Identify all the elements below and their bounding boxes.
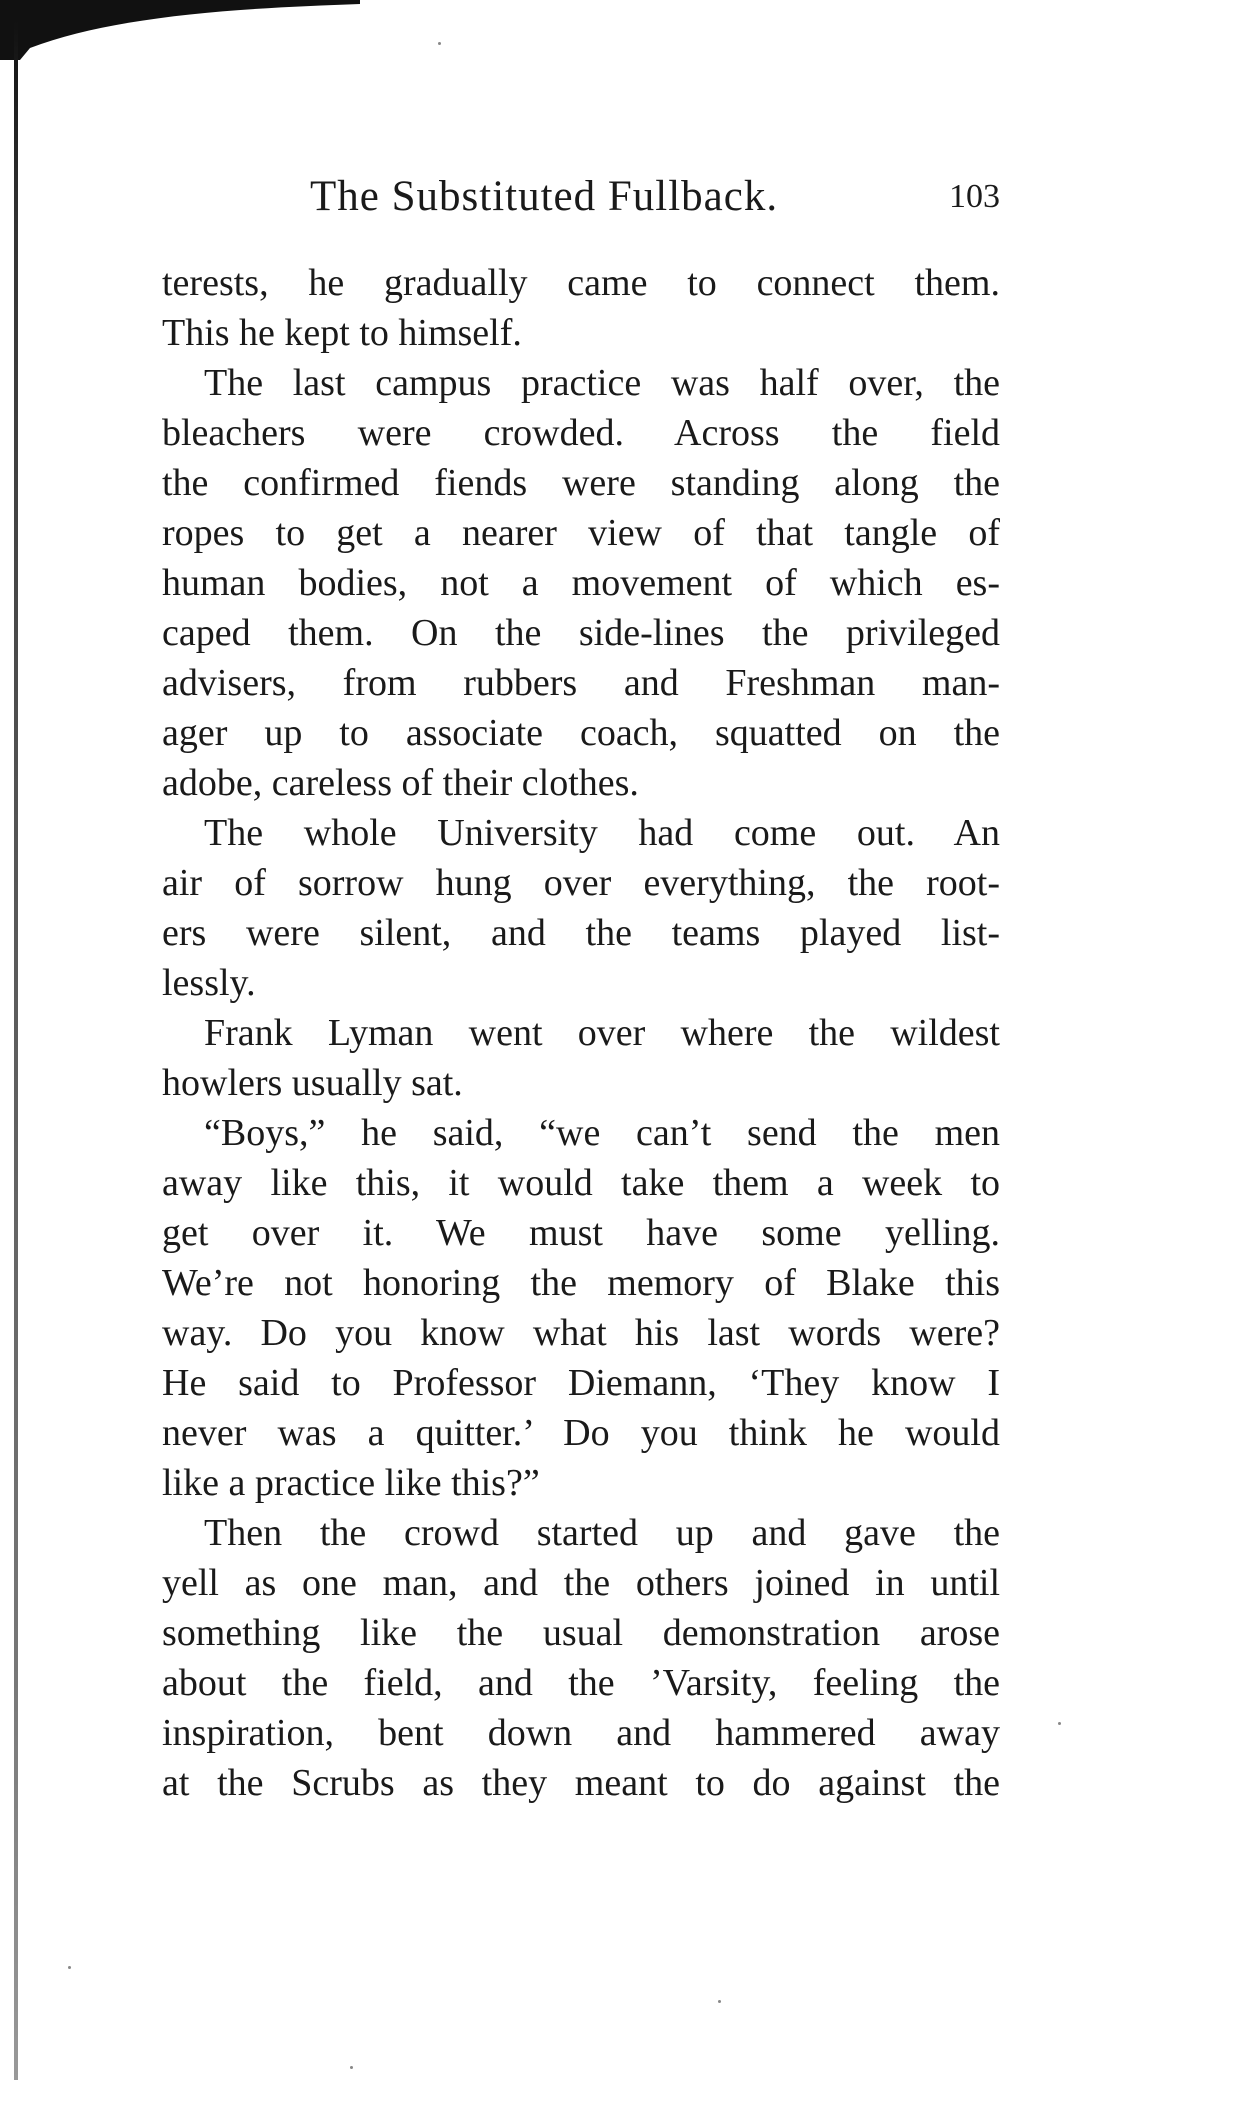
- paragraph-start-line: “Boys,” he said, “we can’t send the men: [204, 1112, 1000, 1154]
- text-line: howlers usually sat.: [162, 1062, 463, 1104]
- running-title: The Substituted Fullback.: [310, 173, 779, 220]
- text-line: ers were silent, and the teams played list-: [162, 912, 1000, 954]
- text-line: caped them. On the side-lines the privileged: [162, 612, 1000, 654]
- text-line: yell as one man, and the others joined in until: [162, 1562, 1000, 1604]
- text-line: get over it. We must have some yelling.: [162, 1212, 1000, 1254]
- text-line: This he kept to himself.: [162, 312, 522, 354]
- page-number: 103: [949, 178, 1000, 215]
- text-line: the confirmed fiends were standing along the: [162, 462, 1000, 504]
- text-line: like a practice like this?”: [162, 1462, 540, 1504]
- text-line: advisers, from rubbers and Freshman man-: [162, 662, 1000, 704]
- text-line: never was a quitter.’ Do you think he would: [162, 1412, 1000, 1454]
- text-line: ager up to associate coach, squatted on the: [162, 712, 1000, 754]
- text-line: lessly.: [162, 962, 256, 1004]
- scan-speck: [438, 42, 441, 45]
- text-line: about the field, and the ’Varsity, feeling the: [162, 1662, 1000, 1704]
- text-line: adobe, careless of their clothes.: [162, 762, 639, 804]
- scan-edge-artifact: [0, 0, 360, 60]
- paragraph-start-line: The whole University had come out. An: [204, 812, 1000, 854]
- text-line: something like the usual demonstration arose: [162, 1612, 1000, 1654]
- text-line: We’re not honoring the memory of Blake this: [162, 1262, 1000, 1304]
- text-line: air of sorrow hung over everything, the root-: [162, 862, 1000, 904]
- text-line: inspiration, bent down and hammered away: [162, 1712, 1000, 1754]
- scan-speck: [718, 2000, 721, 2003]
- text-line: at the Scrubs as they meant to do against the: [162, 1762, 1000, 1804]
- text-line: bleachers were crowded. Across the field: [162, 412, 1000, 454]
- text-line: ropes to get a nearer view of that tangle of: [162, 512, 1000, 554]
- text-line: He said to Professor Diemann, ‘They know I: [162, 1362, 1000, 1404]
- body-text: [162, 258, 1000, 1808]
- text-line: human bodies, not a movement of which es-: [162, 562, 1000, 604]
- paragraph-start-line: The last campus practice was half over, the: [204, 362, 1000, 404]
- paragraph-start-line: Then the crowd started up and gave the: [204, 1512, 1000, 1554]
- scan-speck: [68, 1966, 71, 1969]
- text-line: way. Do you know what his last words were?: [162, 1312, 1000, 1354]
- scan-left-edge: [14, 20, 18, 2080]
- paragraph-start-line: Frank Lyman went over where the wildest: [204, 1012, 1000, 1054]
- text-line: terests, he gradually came to connect them.: [162, 262, 1000, 304]
- scan-speck: [1058, 1722, 1061, 1725]
- page-header: [160, 172, 1000, 232]
- scan-speck: [350, 2066, 353, 2069]
- text-line: away like this, it would take them a week to: [162, 1162, 1000, 1204]
